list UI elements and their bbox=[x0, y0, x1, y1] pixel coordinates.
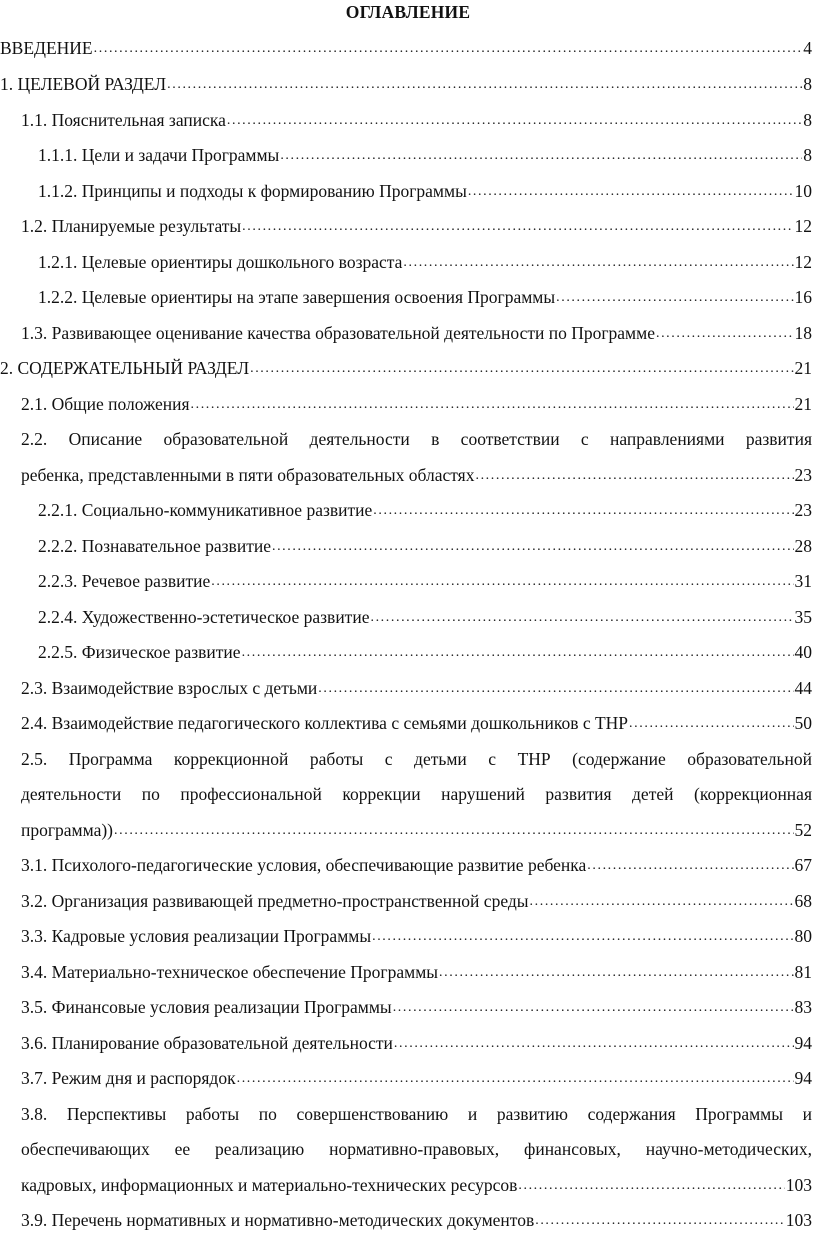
toc-entry-line: 2.2. Описание образовательной деятельности в соответствии с направлениями развития bbox=[21, 429, 812, 449]
toc-entry-label: 2.2.2. Познавательное развитие bbox=[38, 536, 271, 556]
toc-entry[interactable] bbox=[38, 250, 812, 274]
toc-entry-label: 2.2.1. Социально-коммуникативное развитие bbox=[38, 500, 373, 520]
toc-entry-page-number: 81 bbox=[794, 962, 812, 982]
toc-entry[interactable] bbox=[21, 1173, 812, 1197]
dot-leader bbox=[656, 319, 794, 346]
toc-entry-label: 3.2. Организация развивающей предметно-пространственной среды bbox=[21, 891, 529, 911]
toc-entry-page-number: 10 bbox=[794, 181, 812, 201]
toc-entry[interactable] bbox=[21, 214, 812, 238]
toc-entry-page-number: 8 bbox=[803, 110, 812, 130]
toc-entry[interactable] bbox=[21, 676, 812, 700]
toc-entry-page-number: 21 bbox=[794, 394, 812, 414]
toc-entry[interactable] bbox=[0, 72, 812, 96]
toc-entry[interactable] bbox=[0, 36, 812, 60]
toc-entry-page-number: 94 bbox=[794, 1068, 812, 1088]
dot-leader bbox=[629, 709, 793, 736]
dot-leader bbox=[403, 248, 793, 275]
toc-entry-page-number: 94 bbox=[794, 1033, 812, 1053]
dot-leader bbox=[373, 496, 793, 523]
dot-leader bbox=[475, 461, 793, 488]
toc-entry-page-number: 80 bbox=[794, 926, 812, 946]
toc-entry[interactable] bbox=[21, 711, 812, 735]
toc-entry-line: деятельности по профессиональной коррекции нарушений развития детей (коррекционная bbox=[21, 784, 812, 804]
toc-entry-page-number: 68 bbox=[794, 891, 812, 911]
toc-entry-label: 3.7. Режим дня и распорядок bbox=[21, 1068, 236, 1088]
toc-entry-label: 1.1. Пояснительная записка bbox=[21, 110, 226, 130]
dot-leader bbox=[535, 1206, 785, 1233]
toc-entry[interactable] bbox=[21, 995, 812, 1019]
toc-entry[interactable] bbox=[0, 356, 812, 380]
toc-entry-label: 3.4. Материально-техническое обеспечение Программы bbox=[21, 962, 439, 982]
toc-entry-page-number: 67 bbox=[794, 855, 812, 875]
toc-entry-page-number: 8 bbox=[803, 74, 812, 94]
toc-entry-label: 3.3. Кадровые условия реализации Программы bbox=[21, 926, 372, 946]
toc-entry-page-number: 44 bbox=[794, 678, 812, 698]
toc-entry-line: 2.5. Программа коррекционной работы с детьми с ТНР (содержание образовательной bbox=[21, 749, 812, 769]
toc-entry[interactable] bbox=[21, 463, 812, 487]
toc-entry-page-number: 16 bbox=[794, 287, 812, 307]
toc-entry[interactable] bbox=[21, 321, 812, 345]
toc-entry-label: 1.2. Планируемые результаты bbox=[21, 216, 242, 236]
page-title: ОГЛАВЛЕНИЕ bbox=[345, 2, 471, 22]
toc-entry[interactable] bbox=[21, 960, 812, 984]
toc-entry[interactable] bbox=[21, 889, 812, 913]
dot-leader bbox=[191, 390, 794, 417]
toc-entry-label: кадровых, информационных и материально-технических ресурсов bbox=[21, 1175, 518, 1195]
dot-leader bbox=[318, 674, 793, 701]
toc-entry[interactable] bbox=[21, 818, 812, 842]
toc-entry-page-number: 103 bbox=[785, 1210, 812, 1230]
toc-entry[interactable] bbox=[21, 1208, 812, 1232]
toc-entry[interactable] bbox=[38, 534, 812, 558]
toc-entry-page-number: 21 bbox=[794, 358, 812, 378]
toc-entry-label: 2.2.5. Физическое развитие bbox=[38, 642, 241, 662]
toc-entry-page-number: 35 bbox=[794, 607, 812, 627]
toc-entry-label: 3.5. Финансовые условия реализации Программы bbox=[21, 997, 392, 1017]
toc-entry-label: 1.1.2. Принципы и подходы к формированию Программы bbox=[38, 181, 467, 201]
dot-leader bbox=[242, 212, 793, 239]
toc-entry[interactable] bbox=[38, 143, 812, 167]
toc-entry-label: программа)) bbox=[21, 820, 114, 840]
dot-leader bbox=[394, 1029, 794, 1056]
toc-entry-label: 1.2.1. Целевые ориентиры дошкольного возраста bbox=[38, 252, 403, 272]
toc-entry-page-number: 4 bbox=[803, 38, 812, 58]
dot-leader bbox=[94, 34, 803, 61]
toc-entry-page-number: 8 bbox=[803, 145, 812, 165]
dot-leader bbox=[250, 354, 793, 381]
toc-entry-page-number: 18 bbox=[794, 323, 812, 343]
dot-leader bbox=[439, 958, 793, 985]
toc-entry-page-number: 23 bbox=[794, 465, 812, 485]
toc-entry[interactable] bbox=[38, 179, 812, 203]
dot-leader bbox=[280, 141, 802, 168]
toc-entry-label: 1.1.1. Цели и задачи Программы bbox=[38, 145, 280, 165]
dot-leader bbox=[556, 283, 793, 310]
toc-entry[interactable] bbox=[21, 853, 812, 877]
toc-entry-line: обеспечивающих ее реализацию нормативно-правовых, финансовых, научно-методических, bbox=[21, 1139, 812, 1159]
toc-entry-label: 1. ЦЕЛЕВОЙ РАЗДЕЛ bbox=[0, 74, 167, 94]
toc-entry-label: 2.3. Взаимодействие взрослых с детьми bbox=[21, 678, 318, 698]
toc-entry[interactable] bbox=[38, 569, 812, 593]
dot-leader bbox=[272, 532, 794, 559]
toc-entry[interactable] bbox=[38, 498, 812, 522]
dot-leader bbox=[468, 177, 794, 204]
toc-entry[interactable] bbox=[21, 1031, 812, 1055]
toc-entry-page-number: 83 bbox=[794, 997, 812, 1017]
toc-entry-label: 2. СОДЕРЖАТЕЛЬНЫЙ РАЗДЕЛ bbox=[0, 358, 250, 378]
toc-entry-label: 3.1. Психолого-педагогические условия, обеспечивающие развитие ребенка bbox=[21, 855, 587, 875]
dot-leader bbox=[227, 106, 802, 133]
dot-leader bbox=[237, 1064, 794, 1091]
dot-leader bbox=[242, 638, 794, 665]
toc-entry-label: 2.2.4. Художественно-эстетическое развитие bbox=[38, 607, 370, 627]
dot-leader bbox=[587, 851, 793, 878]
toc-entry[interactable] bbox=[21, 108, 812, 132]
dot-leader bbox=[393, 993, 794, 1020]
toc-entry-page-number: 28 bbox=[794, 536, 812, 556]
toc-entry[interactable] bbox=[21, 392, 812, 416]
toc-entry-label: ребенка, представленными в пяти образовательных областях bbox=[21, 465, 475, 485]
dot-leader bbox=[114, 816, 793, 843]
toc-entry-label: ВВЕДЕНИЕ bbox=[0, 38, 93, 58]
toc-entry-page-number: 12 bbox=[794, 216, 812, 236]
toc-entry[interactable] bbox=[38, 640, 812, 664]
dot-leader bbox=[211, 567, 793, 594]
toc-entry[interactable] bbox=[38, 285, 812, 309]
dot-leader bbox=[518, 1171, 784, 1198]
dot-leader bbox=[530, 887, 794, 914]
dot-leader bbox=[370, 603, 793, 630]
dot-leader bbox=[372, 922, 793, 949]
toc-entry-label: 3.6. Планирование образовательной деятельности bbox=[21, 1033, 393, 1053]
toc-entry-label: 3.9. Перечень нормативных и нормативно-методических документов bbox=[21, 1210, 535, 1230]
toc-entry-page-number: 12 bbox=[794, 252, 812, 272]
toc-entry[interactable] bbox=[21, 1066, 812, 1090]
toc-entry[interactable] bbox=[38, 605, 812, 629]
toc-entry-label: 2.4. Взаимодействие педагогического коллектива с семьями дошкольников с ТНР bbox=[21, 713, 629, 733]
toc-entry-page-number: 52 bbox=[794, 820, 812, 840]
toc-entry-label: 1.2.2. Целевые ориентиры на этапе завершения освоения Программы bbox=[38, 287, 556, 307]
toc-entry-page-number: 103 bbox=[785, 1175, 812, 1195]
toc-entry-page-number: 31 bbox=[794, 571, 812, 591]
dot-leader bbox=[167, 70, 802, 97]
toc-entry-label: 2.2.3. Речевое развитие bbox=[38, 571, 211, 591]
toc-entry-label: 1.3. Развивающее оценивание качества образовательной деятельности по Программе bbox=[21, 323, 655, 343]
toc-entry[interactable] bbox=[21, 924, 812, 948]
toc-entry-page-number: 23 bbox=[794, 500, 812, 520]
toc-entry-label: 2.1. Общие положения bbox=[21, 394, 190, 414]
toc-entry-page-number: 40 bbox=[794, 642, 812, 662]
toc-entry-page-number: 50 bbox=[794, 713, 812, 733]
toc-entry-line: 3.8. Перспективы работы по совершенствованию и развитию содержания Программы и bbox=[21, 1104, 812, 1124]
